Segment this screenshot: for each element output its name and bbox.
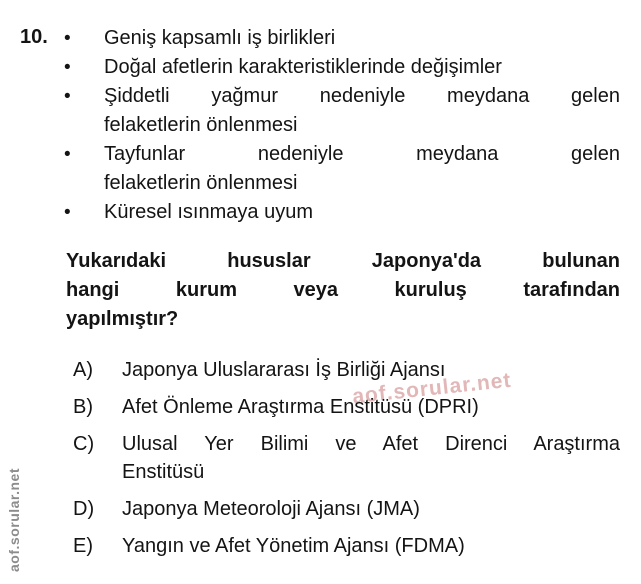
text-line: Şiddetli yağmur nedeniyle meydana gelen bbox=[104, 85, 620, 107]
bullet-item bbox=[0, 24, 620, 53]
option-letter: C) bbox=[73, 433, 95, 455]
bullet-item bbox=[0, 53, 620, 82]
text-line: felaketlerin önlenmesi bbox=[104, 172, 298, 194]
text-line: Ulusal Yer Bilimi ve Afet Direnci Araştırma bbox=[122, 433, 620, 455]
text-line: yapılmıştır? bbox=[66, 308, 179, 330]
text-line: felaketlerin önlenmesi bbox=[104, 114, 298, 136]
option-letter: D) bbox=[73, 498, 95, 520]
bullet-text bbox=[104, 140, 620, 198]
text-line: hangi kurum veya kuruluş tarafından bbox=[66, 279, 620, 301]
text-line: Japonya Uluslararası İş Birliği Ajansı bbox=[122, 359, 446, 381]
text-line: Enstitüsü bbox=[122, 461, 205, 483]
option-letter: A) bbox=[73, 359, 93, 381]
text-line: Yangın ve Afet Yönetim Ajansı (FDMA) bbox=[122, 535, 465, 557]
bullet-text bbox=[104, 198, 620, 227]
bullet-icon: • bbox=[64, 28, 71, 49]
bullet-text bbox=[104, 53, 620, 82]
text-line: Geniş kapsamlı iş birlikleri bbox=[104, 27, 336, 49]
option-c bbox=[0, 430, 620, 486]
option-text bbox=[122, 430, 620, 486]
option-a bbox=[0, 356, 620, 384]
option-text bbox=[122, 393, 620, 421]
text-line: Afet Önleme Araştırma Enstitüsü (DPRI) bbox=[122, 396, 479, 418]
bullet-icon: • bbox=[64, 57, 71, 78]
bullet-icon: • bbox=[64, 202, 71, 223]
bullet-text bbox=[104, 82, 620, 140]
bullet-icon: • bbox=[64, 144, 71, 165]
option-text bbox=[122, 356, 620, 384]
text-line: Japonya Meteoroloji Ajansı (JMA) bbox=[122, 498, 420, 520]
option-text bbox=[122, 495, 620, 523]
option-text bbox=[122, 532, 620, 560]
option-letter: B) bbox=[73, 396, 93, 418]
text-line: Küresel ısınmaya uyum bbox=[104, 201, 313, 223]
bullet-list bbox=[0, 24, 620, 227]
text-line: Tayfunlar nedeniyle meydana gelen bbox=[104, 143, 620, 165]
bullet-icon: • bbox=[64, 86, 71, 107]
bullet-item bbox=[0, 140, 620, 198]
bullet-text bbox=[104, 24, 620, 53]
question-stem bbox=[66, 247, 620, 334]
inline-watermark: aof.sorular.net bbox=[351, 368, 513, 409]
text-line: Yukarıdaki hususlar Japonya'da bulunan bbox=[66, 250, 620, 272]
option-b bbox=[0, 393, 620, 421]
option-letter: E) bbox=[73, 535, 93, 557]
text-line: Doğal afetlerin karakteristiklerinde değişimler bbox=[104, 56, 502, 78]
option-e bbox=[0, 532, 620, 560]
bullet-item bbox=[0, 82, 620, 140]
question-number: 10. bbox=[20, 26, 48, 48]
options-list bbox=[0, 356, 620, 569]
bullet-item bbox=[0, 198, 620, 227]
option-d bbox=[0, 495, 620, 523]
left-vertical-watermark: aof.sorular.net bbox=[6, 468, 22, 572]
